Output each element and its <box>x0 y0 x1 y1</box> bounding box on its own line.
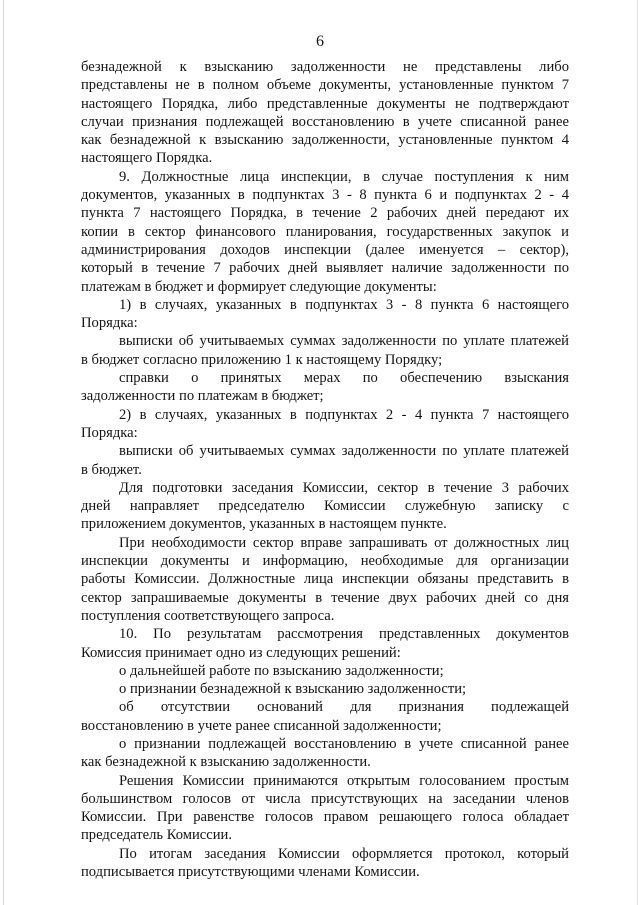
list-item-certificates <box>81 369 569 406</box>
paragraph-9 <box>81 168 569 296</box>
text-line: 9. Должностные лица инспекции, в случае поступления к ним <box>119 168 569 185</box>
text-line: 1) в случаях, указанных в подпунктах 3 - 8 пункта 6 настоящего <box>119 296 569 313</box>
text-line: Порядка: <box>81 315 138 332</box>
text-line: приложением документов, указанных в настоящем пункте. <box>81 516 447 533</box>
text-line: подписывается присутствующими членами Комиссии. <box>81 864 420 881</box>
text-line: платежам в бюджет и формирует следующие документы: <box>81 278 437 295</box>
text-line: безнадежной к взысканию задолженности не представлены либо <box>81 59 569 75</box>
text-line: Порядка: <box>81 424 138 441</box>
text-line: который в течение 7 рабочих дней выявляет наличие задолженности по <box>81 260 569 277</box>
text-line: настоящего Порядка, либо представленные документы не подтверждают <box>81 95 569 112</box>
paragraph-requests <box>81 534 569 625</box>
paragraph-8-continuation <box>81 58 569 168</box>
text-line: в бюджет согласно приложению 1 к настоящему Порядку; <box>81 351 443 368</box>
text-line: представлены не в полном объеме документы, установленные пунктом 7 <box>81 77 569 94</box>
paragraph-preparation <box>81 479 569 534</box>
decision-item-2 <box>81 680 569 698</box>
text-line: По итогам заседания Комиссии оформляется протокол, который <box>119 845 569 862</box>
text-line: пункта 7 настоящего Порядка, в течение 2 рабочих дней передают их <box>81 205 569 222</box>
text-line: настоящего Порядка. <box>81 150 213 167</box>
paragraph-voting <box>81 772 569 845</box>
text-line: об отсутствии оснований для признания подлежащей <box>119 699 569 716</box>
paragraph-10 <box>81 625 569 662</box>
text-line: поступления соответствующего запроса. <box>81 607 335 624</box>
text-line: большинством голосов от числа присутствующих на заседании членов <box>81 790 569 807</box>
decision-item-1 <box>81 662 569 680</box>
text-line: задолженности по платежам в бюджет; <box>81 388 324 405</box>
list-item-statements-2 <box>81 442 569 479</box>
text-line: о признании подлежащей восстановлению в учете списанной ранее <box>119 735 569 752</box>
text-line: 10. По результатам рассмотрения представленных документов <box>119 626 569 643</box>
text-line: Комиссии. При равенстве голосов правом решающего голоса обладает <box>81 809 569 826</box>
text-line: сектор запрашиваемые документы в течение двух рабочих дней со дня <box>81 589 569 606</box>
text-line: При необходимости сектор вправе запрашивать от должностных лиц <box>119 534 569 551</box>
text-line: о признании безнадежной к взысканию задолженности; <box>119 681 467 698</box>
text-line: председатель Комиссии. <box>81 827 233 844</box>
decision-item-4 <box>81 735 569 772</box>
text-line: Решения Комиссии принимаются открытым голосованием простым <box>119 772 569 789</box>
decision-item-3 <box>81 698 569 735</box>
text-line: инспекции документы и информацию, необходимые для организации <box>81 553 569 570</box>
text-line: в бюджет. <box>81 461 142 478</box>
text-line: случаи признания подлежащей восстановлению в учете списанной ранее <box>81 113 569 130</box>
text-line: как безнадежной к взысканию задолженности. <box>81 754 371 771</box>
text-line: справки о принятых мерах по обеспечению взыскания <box>119 370 569 387</box>
subitem-1 <box>81 296 569 333</box>
text-line: администрирования доходов инспекции (далее именуется – сектор), <box>81 241 569 258</box>
text-line: Комиссия принимает одно из следующих решений: <box>81 644 401 661</box>
text-line: выписки об учитываемых суммах задолженности по уплате платежей <box>119 443 569 460</box>
paragraph-protocol <box>81 845 569 882</box>
text-line: документов, указанных в подпунктах 3 - 8 пункта 6 и подпунктах 2 - 4 <box>81 187 569 204</box>
text-line: о дальнейшей работе по взысканию задолженности; <box>119 662 444 679</box>
text-line: восстановлению в учете ранее списанной задолженности; <box>81 717 442 734</box>
scan-edge-right <box>637 0 638 905</box>
subitem-2 <box>81 406 569 443</box>
text-line: работы Комиссии. Должностные лица инспекции обязаны представить в <box>81 571 569 588</box>
page-number: 6 <box>316 33 324 50</box>
text-line: копии в сектор финансового планирования, государственных закупок и <box>81 223 569 240</box>
scan-edge-left <box>3 0 4 905</box>
document-body <box>81 58 569 881</box>
text-line: выписки об учитываемых суммах задолженности по уплате платежей <box>119 333 569 350</box>
list-item-statements <box>81 332 569 369</box>
text-line: 2) в случаях, указанных в подпунктах 2 - 4 пункта 7 настоящего <box>119 406 569 423</box>
text-line: дней направляет председателю Комиссии служебную записку с <box>81 498 569 515</box>
text-line: Для подготовки заседания Комиссии, сектор в течение 3 рабочих <box>119 479 569 496</box>
text-line: как безнадежной к взысканию задолженности, установленные пунктом 4 <box>81 132 569 149</box>
